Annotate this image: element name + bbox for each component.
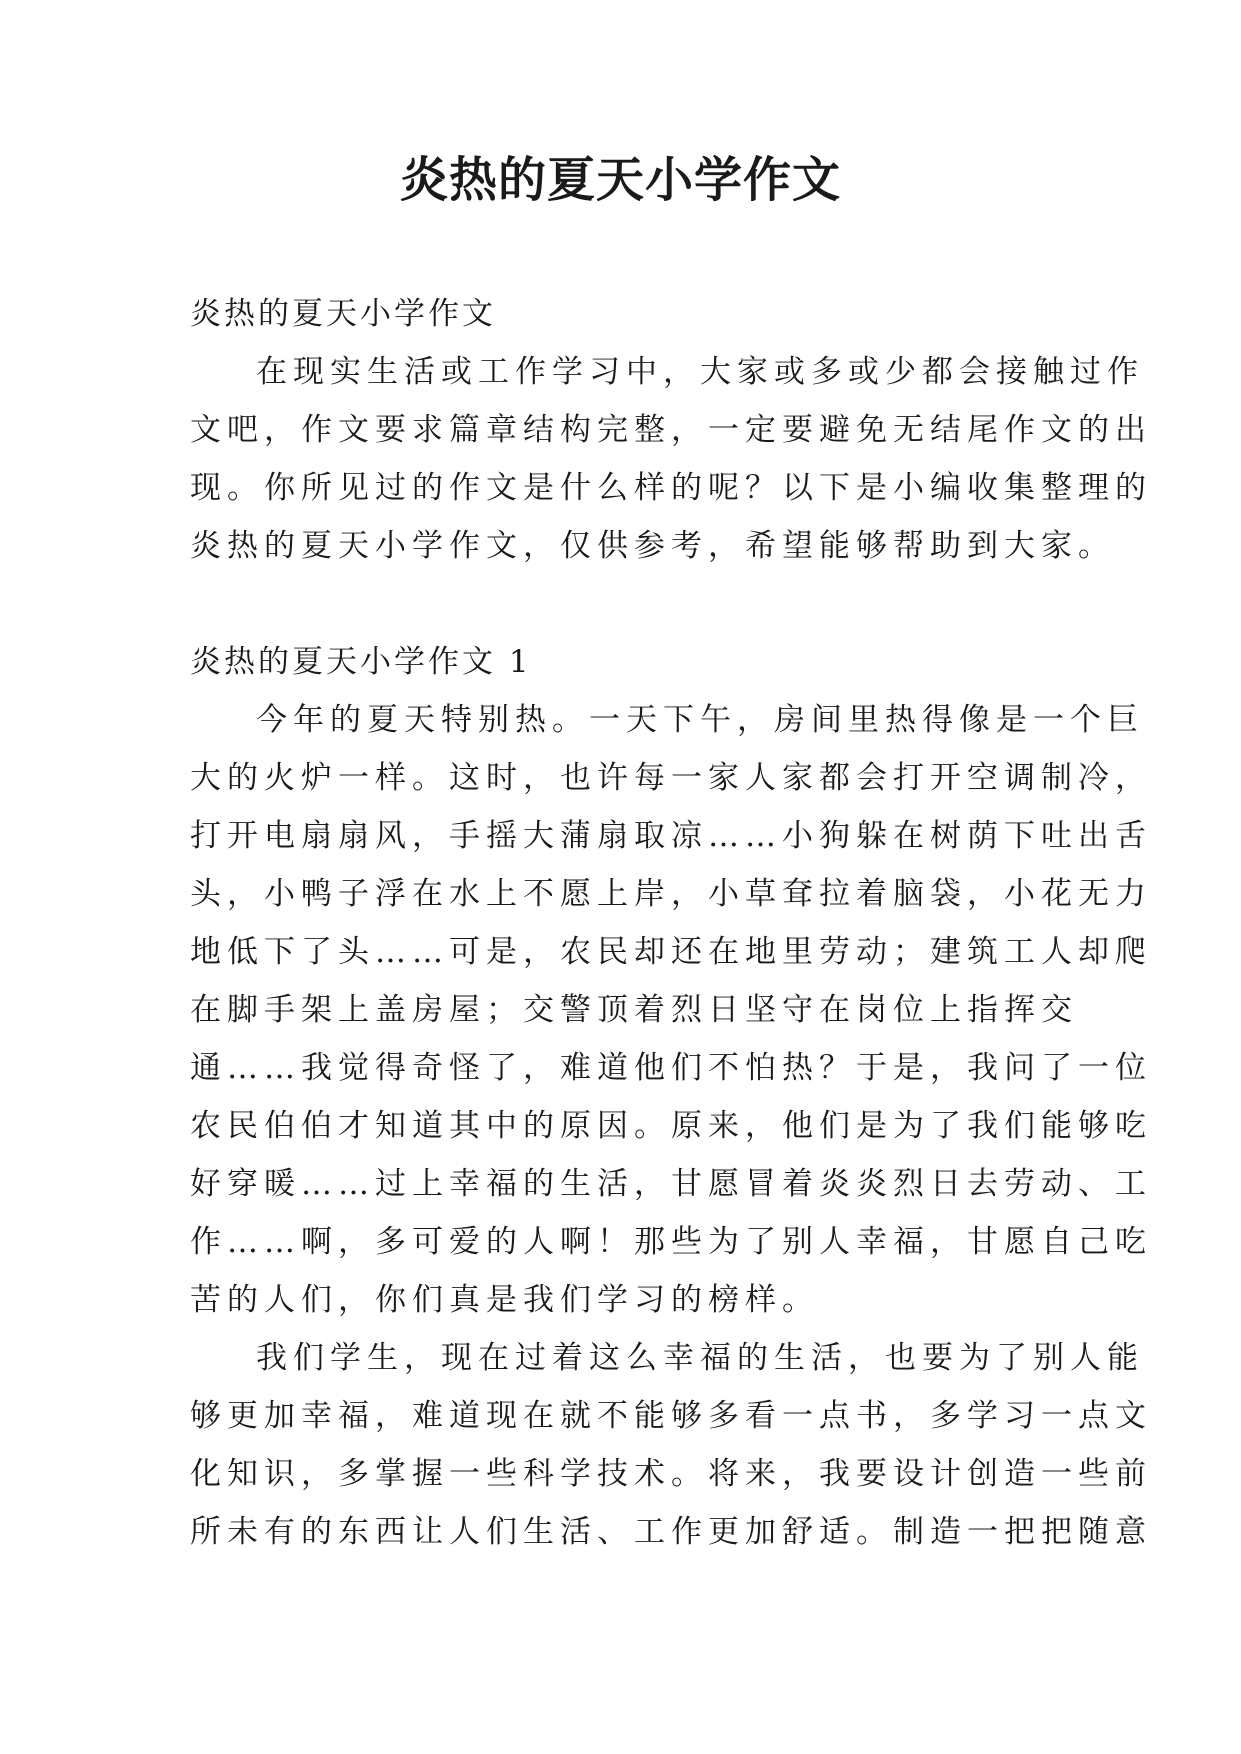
intro-line: 文吧，作文要求篇章结构完整，一定要避免无结尾作文的出 (190, 412, 1152, 448)
paragraph-line: 在脚手架上盖房屋；交警顶着烈日坚守在岗位上指挥交 (190, 992, 1078, 1028)
paragraph-line: 化知识，多掌握一些科学技术。将来，我要设计创造一些前 (190, 1456, 1152, 1492)
paragraph-line: 所未有的东西让人们生活、工作更加舒适。制造一把把随意 (190, 1514, 1152, 1550)
paragraph-line: 打开电扇扇风，手摇大蒲扇取凉……小狗躲在树荫下吐出舌 (190, 818, 1152, 854)
paragraph-line: 通……我觉得奇怪了，难道他们不怕热？于是，我问了一位 (190, 1050, 1152, 1086)
intro-line: 在现实生活或工作学习中，大家或多或少都会接触过作 (256, 354, 1144, 390)
paragraph-line: 农民伯伯才知道其中的原因。原来，他们是为了我们能够吃 (190, 1108, 1152, 1144)
paragraph-line: 好穿暖……过上幸福的生活，甘愿冒着炎炎烈日去劳动、工 (190, 1166, 1152, 1202)
document-title: 炎热的夏天小学作文 (399, 152, 841, 208)
paragraph-line: 今年的夏天特别热。一天下午，房间里热得像是一个巨 (256, 702, 1144, 738)
section-heading: 炎热的夏天小学作文 (190, 296, 496, 332)
paragraph-line: 作……啊，多可爱的人啊！那些为了别人幸福，甘愿自己吃 (190, 1224, 1152, 1260)
paragraph-line: 大的火炉一样。这时，也许每一家人家都会打开空调制冷， (190, 760, 1152, 796)
essay-heading: 炎热的夏天小学作文 1 (190, 644, 532, 680)
paragraph-line: 头，小鸭子浮在水上不愿上岸，小草耷拉着脑袋，小花无力 (190, 876, 1152, 912)
intro-line: 炎热的夏天小学作文，仅供参考，希望能够帮助到大家。 (190, 528, 1115, 564)
paragraph-spacer (190, 575, 1070, 633)
paragraph-line: 我们学生，现在过着这么幸福的生活，也要为了别人能 (256, 1340, 1144, 1376)
paragraph-line: 够更加幸福，难道现在就不能够多看一点书，多学习一点文 (190, 1398, 1152, 1434)
intro-line: 现。你所见过的作文是什么样的呢？以下是小编收集整理的 (190, 470, 1152, 506)
paragraph-line: 苦的人们，你们真是我们学习的榜样。 (190, 1282, 819, 1318)
document-body (190, 285, 1152, 1561)
paragraph-line: 地低下了头……可是，农民却还在地里劳动；建筑工人却爬 (190, 934, 1152, 970)
